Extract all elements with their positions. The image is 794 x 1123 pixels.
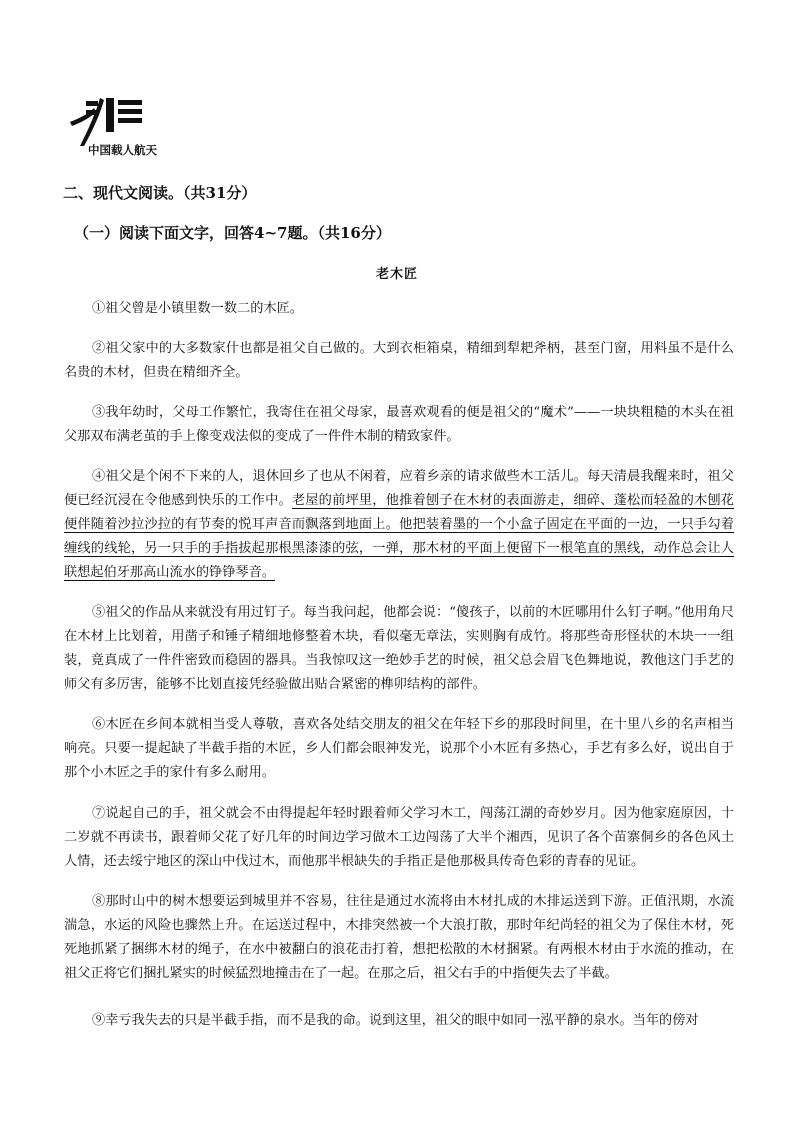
paragraph-text: ⑦说起自己的手，祖父就会不由得提起年轻时跟着师父学习木工，闯荡江湖的奇妙岁月。因为他家庭原因，十二岁就不再读书，跟着师父花了好几年的时间边学习做木工边闯荡了大半个湘西，见识了各个苗寨侗乡的各色风土人情，还去绥宁地区的深山中伐过木，而他那半根缺失的手指正是他那极具传奇色彩的青春的见证。 (64, 806, 734, 869)
paragraph-text: ⑥木匠在乡间本就相当受人尊敬，喜欢各处结交朋友的祖父在年轻下乡的那段时间里，在十里八乡的名声相当响亮。只要一提起缺了半截手指的木匠，乡人们都会眼神发光，说那个小木匠有多热心，手艺有多么好，说出自于那个小木匠之手的家什有多么耐用。 (64, 717, 734, 780)
paragraph-6 (64, 713, 734, 785)
section-title: 二、现代文阅读。（共31分） (63, 184, 257, 202)
paragraph-text: ①祖父曾是小镇里数一数二的木匠。 (92, 301, 303, 316)
paragraph-1 (64, 297, 734, 321)
paragraph-3 (64, 401, 734, 449)
paragraph-text: ⑤祖父的作品从来就没有用过钉子。每当我问起，他都会说：“傻孩子，以前的木匠哪用什么钉子啊。”他用角尺在木材上比划着，用凿子和锤子精细地修整着木块，看似毫无章法，实则胸有成竹。将那些奇形怪状的木块一一组装，竟真成了一件件密致而稳固的器具。当我惊叹这一绝妙手艺的时候，祖父总会眉飞色舞地说，教他这门手艺的师父有多厉害，能够不比划直接凭经验做出贴合紧密的榫卯结构的部件。 (64, 605, 734, 692)
paragraph-2 (64, 337, 734, 385)
paragraph-8 (64, 890, 734, 986)
underlined-passage: 老屋的前坪里，他推着刨子在木材的表面游走，细碎、蓬松而轻盈的木刨花便伴随着沙拉沙拉的有节奏的悦耳声音而飘落到地面上。他把装着墨的一个小盒子固定在平面的一边，一只手勾着缠线的线轮，另一只手的手指拔起那根黑漆漆的弦，一弹，那木材的平面上便留下一根笔直的黑线，动作总会让人联想起伯牙那高山流水的铮铮琴音。 (64, 493, 734, 580)
china-manned-space-logo (66, 92, 156, 164)
paragraph-9 (64, 1009, 734, 1033)
sub-section-title: （一）阅读下面文字，回答4~7题。（共16分） (74, 224, 391, 242)
logo-mark-icon (66, 92, 156, 148)
paragraph-4 (64, 465, 734, 585)
logo-text: 中国载人航天 (88, 143, 157, 157)
paragraph-text: ④祖父是个闲不下来的人，退休回乡了也从不闲着，应着乡亲的请求做些木工活儿。每天清晨我醒来时，祖父便已经沉浸在令他感到快乐的工作中。 (64, 469, 734, 508)
paragraph-text: ③我年幼时，父母工作繁忙，我寄住在祖父母家，最喜欢观看的便是祖父的“魔术”——一块块粗糙的木头在祖父那双布满老茧的手上像变戏法似的变成了一件件木制的精致家件。 (64, 405, 734, 444)
paragraph-7 (64, 802, 734, 874)
article-title: 老木匠 (375, 267, 418, 282)
paragraph-text: ②祖父家中的大多数家什也都是祖父自己做的。大到衣柜箱桌，精细到犁耙斧柄，甚至门窗，用料虽不是什么名贵的木材，但贵在精细齐全。 (64, 341, 734, 380)
paragraph-text: ⑨幸亏我失去的只是半截手指，而不是我的命。说到这里，祖父的眼中如同一泓平静的泉水。当年的傍对 (92, 1013, 699, 1028)
paragraph-text: ⑧那时山中的树木想要运到城里并不容易，往往是通过水流将由木材扎成的木排运送到下游。正值汛期，水流湍急，水运的风险也骤然上升。在运送过程中，木排突然被一个大浪打散，那时年纪尚轻的祖父为了保住木材，死死地抓紧了捆绑木材的绳子，在水中被翻白的浪花击打着，想把松散的木材捆紧。有两根木材由于水流的推动，在祖父正将它们捆扎紧实的时候猛烈地撞击在了一起。在那之后，祖父右手的中指便失去了半截。 (64, 894, 734, 981)
paragraph-5 (64, 601, 734, 697)
